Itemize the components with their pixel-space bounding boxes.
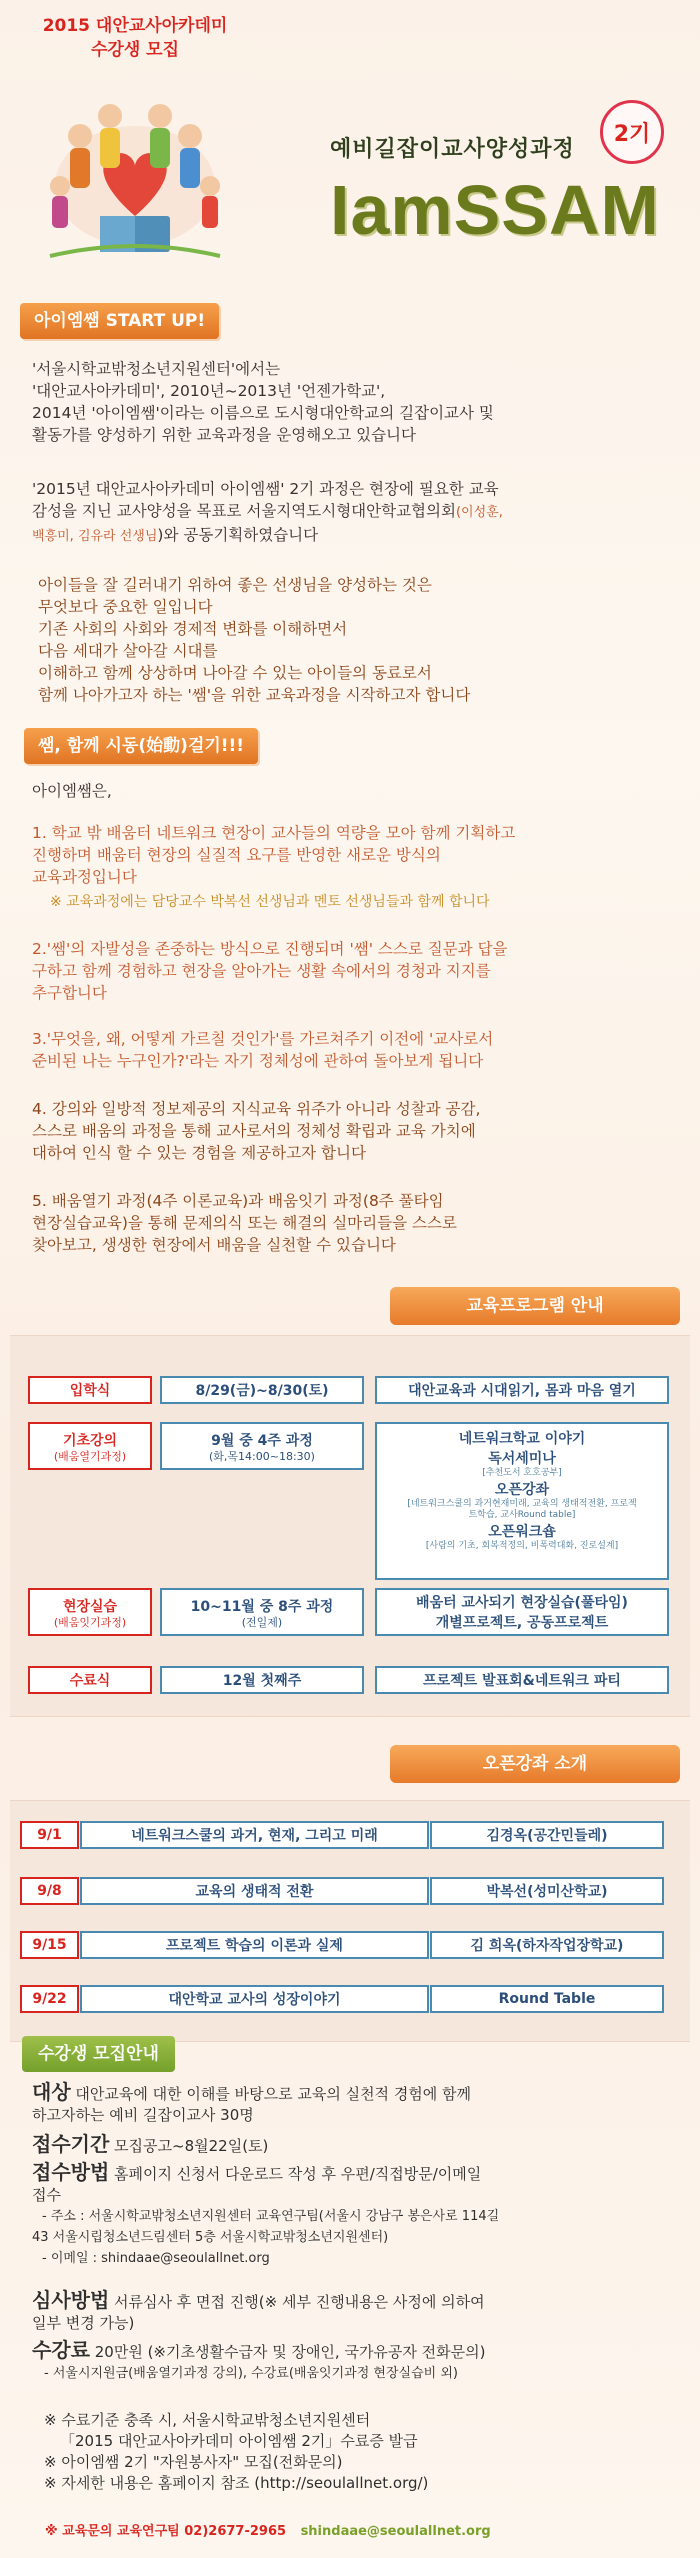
names-span: (이성훈, (455, 505, 503, 520)
program-tag: 교육프로그램 안내 (390, 1287, 680, 1325)
recruit-tag: 수강생 모집안내 (22, 2036, 175, 2072)
recruit-fee (32, 2340, 682, 2384)
text-line: 아이들을 잘 길러내기 위하여 좋은 선생님을 양성하는 것은 (38, 576, 432, 594)
label-sub: (배움열기과정) (53, 1449, 127, 1463)
lecture-speaker (430, 1877, 664, 1905)
content-text: 대안교육과 시대읽기, 몸과 마음 열기 (408, 1383, 636, 1399)
text-line: 진행하며 배움터 현장의 실질적 요구를 반영한 새로운 방식의 (32, 846, 441, 864)
text-line: 추구합니다 (32, 984, 107, 1002)
program-content-practice (375, 1588, 669, 1636)
lecture-title (80, 1877, 429, 1905)
program-when-entrance (160, 1376, 364, 1404)
speaker-text: 박복선(성미산학교) (486, 1884, 608, 1900)
date-text: 9/15 (32, 1937, 67, 1953)
text-line: 5. 배움열기 과정(4주 이론교육)과 배움잇기 과정(8주 풀타임 (32, 1192, 444, 1210)
workshop-text: 오픈워크숍 (488, 1524, 556, 1540)
when-text: 12월 첫째주 (222, 1673, 302, 1689)
lectures-table (10, 1800, 690, 2042)
text-line: 기존 사회의 사회와 경제적 변화를 이해하면서 (38, 620, 348, 638)
program-label-entrance (28, 1376, 152, 1404)
title-text: 프로젝트 학습의 이론과 실제 (166, 1938, 343, 1954)
contact-footer (45, 2520, 491, 2539)
lecture-date (20, 1985, 79, 2013)
text-line: 활동가를 양성하기 위한 교육과정을 운영해오고 있습니다 (32, 426, 416, 444)
program-label-basic (28, 1422, 152, 1470)
when-sub: (전일제) (241, 1615, 283, 1629)
start-together-tag: 쌤, 함께 시동(始動)걸기!!! (24, 728, 258, 764)
label-text: 기초강의 (62, 1432, 118, 1449)
text-line: 스스로 배움의 과정을 통해 교사로서의 정체성 확립과 교육 가치에 (32, 1122, 476, 1140)
startup-para2 (32, 478, 672, 548)
content-text: 프로젝트 발표회&네트워크 파티 (423, 1673, 621, 1689)
lecture-title (80, 1821, 429, 1849)
lecture-speaker (430, 1931, 664, 1959)
children-illustration (40, 66, 230, 266)
when-text: 10~11월 중 8주 과정 (190, 1598, 334, 1615)
text-line: 무엇보다 중요한 일입니다 (38, 598, 213, 616)
lectures-tag: 오픈강좌 소개 (390, 1745, 680, 1783)
workshop-sub: [사람의 기초, 회복적정의, 비폭력대화, 진로설계] (425, 1541, 619, 1551)
method-text: 접수 (32, 2186, 61, 2204)
fee-text: 20만원 (※기초생활수급자 및 장애인, 국가유공자 전화문의) (89, 2343, 486, 2361)
program-content-graduation (375, 1666, 669, 1694)
lecture-speaker (430, 1985, 664, 2013)
item-note: ※ 교육과정에는 담당교수 박복선 선생님과 멘토 선생님들과 함께 합니다 (50, 894, 490, 910)
content-text: 네트워크학교 이야기 (458, 1431, 586, 1447)
cohort-badge: 2기 (600, 100, 664, 164)
date-text: 9/1 (37, 1827, 62, 1843)
program-when-graduation (160, 1666, 364, 1694)
label-sub: (배움잇기과정) (53, 1615, 127, 1629)
text-line: 준비된 나는 누구인가?'라는 자기 정체성에 관하여 돌아보게 됩니다 (32, 1052, 484, 1070)
text-line: '대안교사아카데미', 2010년~2013년 '언젠가학교', (32, 382, 386, 400)
note-line: ※ 자세한 내용은 홈페이지 참조 (http://seoulallnet.org/) (44, 2474, 429, 2492)
period-key: 접수기간 (32, 2132, 110, 2156)
item-2 (32, 938, 672, 1004)
open-lecture-sub: 트학습, 교사Round table] (468, 1510, 576, 1520)
label-text: 수료식 (69, 1673, 111, 1689)
text-line: '2015년 대안교사아카데미 아이엠쌤' 2기 과정은 현장에 필요한 교육 (32, 480, 499, 498)
text-line: 2014년 '아이엠쌤'이라는 이름으로 도시형대안학교의 길잡이교사 및 (32, 404, 494, 422)
lecture-title (80, 1985, 429, 2013)
review-text: 일부 변경 가능) (32, 2314, 135, 2332)
speaker-text: Round Table (498, 1991, 596, 2007)
text-line: '서울시학교밖청소년지원센터'에서는 (32, 360, 281, 378)
lecture-date (20, 1821, 79, 1849)
program-title: IamSSAM (330, 171, 660, 249)
title-text: 교육의 생태적 전환 (195, 1884, 314, 1900)
seminar-sub: [추천도서 호호공부] (482, 1468, 562, 1478)
address-line: - 주소 : 서울시학교밖청소년지원센터 교육연구팀(서울시 강남구 봉은사로 114길 (42, 2209, 500, 2224)
program-subtitle: 예비길잡이교사양성과정 (330, 137, 575, 162)
intro-text: 아이엠쌤은, (32, 782, 112, 800)
content-text: 개별프로젝트, 공동프로젝트 (435, 1615, 609, 1631)
label-text: 입학식 (69, 1383, 111, 1399)
program-table (10, 1335, 690, 1717)
text-line: 2.'쌤'의 자발성을 존중하는 방식으로 진행되며 '쌤' 스스로 질문과 답을 (32, 940, 508, 958)
text-span: )와 공동기획하였습니다 (157, 526, 319, 544)
recruit-target (32, 2082, 682, 2126)
recruit-method (32, 2162, 682, 2269)
text-line: 찾아보고, 생생한 현장에서 배움을 실천할 수 있습니다 (32, 1236, 396, 1254)
speaker-text: 김경옥(공간민들레) (486, 1828, 608, 1844)
address-line: 43 서울시립청소년드림센터 5층 서울시학교밖청소년지원센터) (32, 2230, 389, 2245)
note-line: ※ 아이엠쌤 2기 "자원봉사자" 모집(전화문의) (44, 2453, 343, 2471)
contact-email[interactable]: shindaae@seoulallnet.org (300, 2524, 491, 2539)
date-text: 9/8 (37, 1883, 62, 1899)
academy-heading (40, 14, 230, 62)
lecture-title (80, 1931, 429, 1959)
program-label-graduation (28, 1666, 152, 1694)
fee-key: 수강료 (32, 2338, 90, 2362)
period-text: 모집공고~8월22일(토) (109, 2137, 269, 2155)
names-span: 백흥미, 김유라 선생님 (32, 529, 158, 544)
lecture-speaker (430, 1821, 664, 1849)
text-line: 4. 강의와 일방적 정보제공의 지식교육 위주가 아니라 성찰과 공감, (32, 1100, 481, 1118)
recruit-review (32, 2290, 682, 2334)
text-line: 대하여 인식 할 수 있는 경험을 제공하고자 합니다 (32, 1144, 366, 1162)
date-text: 9/22 (32, 1991, 67, 2007)
content-text: 배움터 교사되기 현장실습(풀타임) (416, 1595, 628, 1611)
text-line: 1. 학교 밖 배움터 네트워크 현장이 교사들의 역량을 모아 함께 기획하고 (32, 824, 516, 842)
header (0, 0, 700, 300)
note-line: ※ 수료기준 충족 시, 서울시학교밖청소년지원센터 (44, 2411, 371, 2429)
fee-sub: - 서울시지원금(배움열기과정 강의), 수강료(배움잇기과정 현장실습비 외) (44, 2366, 458, 2381)
text-line (32, 524, 672, 548)
lecture-date (20, 1931, 79, 1959)
method-key: 접수방법 (32, 2160, 110, 2184)
method-text: 홈페이지 신청서 다운로드 작성 후 우편/직접방문/이메일 (109, 2165, 482, 2183)
review-text: 서류심사 후 면접 진행(※ 세부 진행내용은 사정에 의하여 (109, 2293, 485, 2311)
text-line: 이해하고 함께 상상하며 나아갈 수 있는 아이들의 동료로서 (38, 664, 432, 682)
text-line: 3.'무엇을, 왜, 어떻게 가르칠 것인가'를 가르쳐주기 이전에 '교사로서 (32, 1030, 494, 1048)
program-content-entrance (375, 1376, 669, 1404)
startup-para1 (32, 358, 672, 446)
program-label-practice (28, 1588, 152, 1636)
open-lecture-sub: [네트워크스쿨의 과거현재미래, 교육의 생태적전환, 프로젝 (407, 1499, 637, 1509)
target-key: 대상 (32, 2080, 71, 2104)
text-span: 감성을 지닌 교사양성을 목표로 서울지역도시형대안학교협의회 (32, 502, 456, 520)
when-text: 8/29(금)~8/30(토) (195, 1383, 329, 1399)
program-when-practice (160, 1588, 364, 1636)
text-line: 함께 나아가고자 하는 '쌤'을 위한 교육과정을 시작하고자 합니다 (38, 686, 471, 704)
lecture-date (20, 1877, 79, 1905)
program-when-basic (160, 1422, 364, 1470)
email-line: - 이메일 : shindaae@seoulallnet.org (42, 2251, 270, 2266)
contact-label: ※ 교육문의 교육연구팀 02)2677-2965 (45, 2524, 287, 2539)
academy-line2: 수강생 모집 (90, 40, 180, 60)
title-text: 네트워크스쿨의 과거, 현재, 그리고 미래 (131, 1828, 378, 1844)
recruit-period (32, 2134, 682, 2157)
item-5 (32, 1190, 672, 1256)
when-sub: (화,목14:00~18:30) (209, 1449, 315, 1463)
review-key: 심사방법 (32, 2288, 110, 2312)
target-text: 하고자하는 예비 길잡이교사 30명 (32, 2106, 254, 2124)
item-3 (32, 1028, 672, 1072)
startup-para3 (38, 574, 678, 706)
recruit-notes (44, 2410, 694, 2494)
item-1 (32, 822, 672, 913)
open-lecture-text: 오픈강좌 (494, 1482, 550, 1498)
label-text: 현장실습 (62, 1598, 118, 1615)
text-line: 현장실습교육)을 통해 문제의식 또는 해결의 실마리들을 스스로 (32, 1214, 457, 1232)
program-content-basic (375, 1422, 669, 1580)
title-text: 대안학교 교사의 성장이야기 (168, 1992, 341, 2008)
note-line: 「2015 대안교사아카데미 아이엠쌤 2기」수료증 발급 (60, 2432, 418, 2450)
academy-line1: 2015 대안교사아카데미 (42, 16, 228, 36)
when-text: 9월 중 4주 과정 (211, 1432, 313, 1449)
text-line: 교육과정입니다 (32, 868, 137, 886)
text-line: 다음 세대가 살아갈 시대를 (38, 642, 218, 660)
target-text: 대안교육에 대한 이해를 바탕으로 교육의 실천적 경험에 함께 (70, 2085, 472, 2103)
seminar-text: 독서세미나 (488, 1451, 556, 1467)
text-line: 구하고 함께 경험하고 현장을 알아가는 생활 속에서의 경청과 지지를 (32, 962, 491, 980)
item-4 (32, 1098, 672, 1164)
startup-tag: 아이엠쌤 START UP! (20, 303, 219, 339)
speaker-text: 김 희옥(하자작업장학교) (470, 1938, 624, 1954)
text-line (32, 500, 672, 524)
